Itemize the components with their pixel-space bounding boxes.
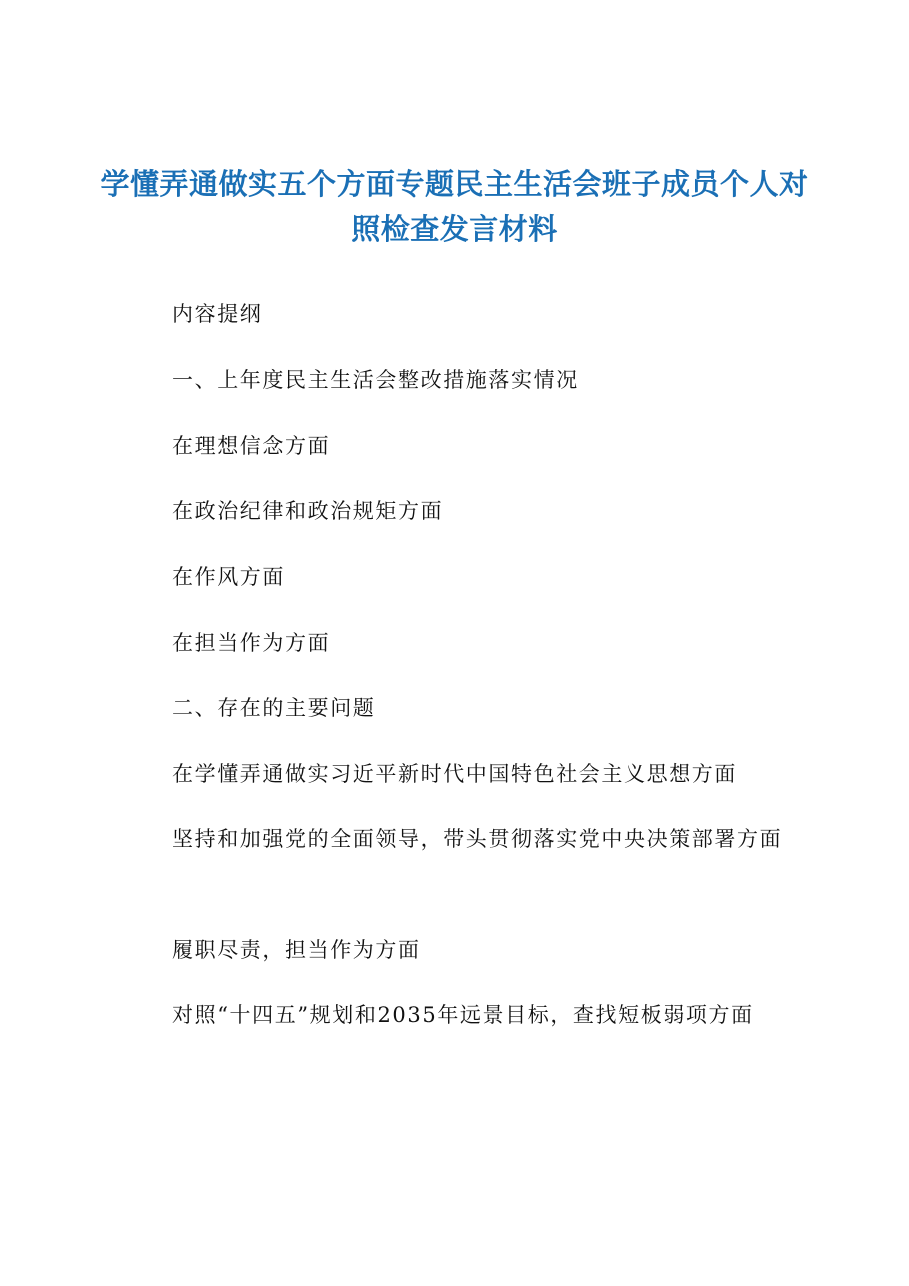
paragraph-plan: 对照“十四五”规划和2035年远景目标，查找短板弱项方面	[172, 1003, 754, 1027]
paragraph-duty: 履职尽责，担当作为方面	[172, 938, 421, 962]
section-heading-1: 一、上年度民主生活会整改措施落实情况	[172, 368, 579, 392]
paragraph-discipline: 在政治纪律和政治规矩方面	[172, 499, 444, 523]
paragraph-thought: 在学懂弄通做实习近平新时代中国特色社会主义思想方面	[172, 762, 737, 786]
paragraph-responsibility: 在担当作为方面	[172, 631, 331, 655]
document-title: 学懂弄通做实五个方面专题民主生活会班子成员个人对照检查发言材料	[100, 167, 809, 246]
section-heading-2: 二、存在的主要问题	[172, 696, 376, 720]
outline-heading: 内容提纲	[172, 302, 263, 326]
paragraph-ideals: 在理想信念方面	[172, 434, 331, 458]
paragraph-style: 在作风方面	[172, 565, 285, 589]
paragraph-leadership: 坚持和加强党的全面领导，带头贯彻落实党中央决策部署方面	[172, 827, 783, 851]
